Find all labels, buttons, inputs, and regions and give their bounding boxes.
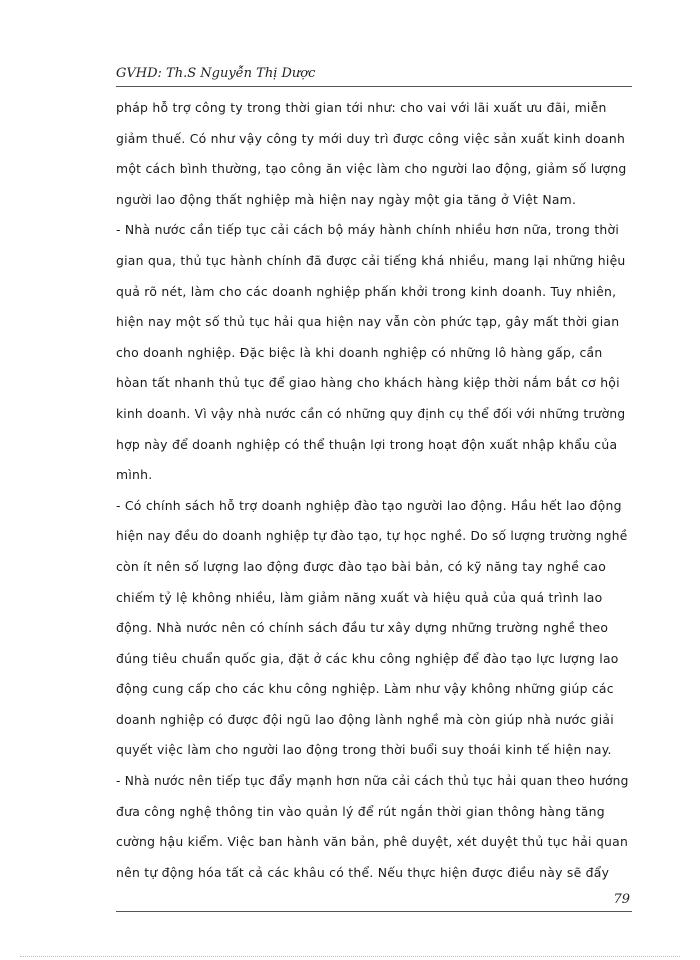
text-line: động cung cấp cho các khu công nghiệp. Làm như vậy không những giúp các xyxy=(116,681,614,697)
text-line: hòan tất nhanh thủ tục để giao hàng cho khách hàng kiệp thời nắm bắt cơ hội xyxy=(116,375,620,391)
text-line: gian qua, thủ tục hành chính đã được cải tiếng khá nhiều, mang lại những hiệu xyxy=(116,252,626,268)
text-line: động. Nhà nước nên có chính sách đầu tư xây dựng những trường nghề theo xyxy=(116,620,609,636)
text-line: - Nhà nước cần tiếp tục cải cách bộ máy hành chính nhiều hơn nữa, trong thời xyxy=(116,222,620,238)
body-text xyxy=(116,93,632,888)
text-line: đúng tiêu chuẩn quốc gia, đặt ở các khu công nghiệp để đào tạo lực lượng lao xyxy=(116,650,619,666)
page-bottom-edge xyxy=(20,956,680,957)
text-line: quyết việc làm cho người lao động trong thời buổi suy thoái kinh tế hiện nay. xyxy=(116,742,612,758)
text-line: một cách bình thường, tạo công ăn việc làm cho người lao động, giảm số lượng xyxy=(116,161,627,177)
text-line: chiếm tỷ lệ không nhiều, làm giảm năng xuất và hiệu quả của quá trình lao xyxy=(116,589,603,605)
footer-divider xyxy=(116,911,632,912)
header-divider xyxy=(116,86,632,87)
text-line: pháp hỗ trợ công ty trong thời gian tới như: cho vai với lãi xuất ưu đãi, miễn xyxy=(116,100,607,115)
text-line: hiện nay một số thủ tục hải qua hiện nay vẫn còn phức tạp, gây mất thời gian xyxy=(116,314,620,330)
text-line: người lao động thất nghiệp mà hiện nay ngày một gia tăng ở Việt Nam. xyxy=(116,191,577,207)
text-line: - Có chính sách hỗ trợ doanh nghiệp đào tạo người lao động. Hầu hết lao động xyxy=(116,497,622,513)
text-line: hiện nay đều do doanh nghiệp tự đào tạo, tự học nghề. Do số lượng trường nghề xyxy=(116,529,628,544)
page-number: 79 xyxy=(613,892,630,907)
text-line: cho doanh nghiệp. Đặc biệc là khi doanh nghiệp có những lô hàng gấp, cần xyxy=(116,344,603,360)
text-line: giảm thuế. Có như vậy công ty mới duy trì được công việc sản xuất kinh doanh xyxy=(116,130,626,146)
text-line: quả rõ nét, làm cho các doanh nghiệp phấn khởi trong kinh doanh. Tuy nhiên, xyxy=(116,283,617,299)
text-line: mình. xyxy=(116,467,153,483)
page-header: GVHD: Th.S Nguyễn Thị Dược xyxy=(116,66,316,81)
text-line: hợp này để doanh nghiệp có thể thuận lợi trong hoạt độn xuất nhập khẩu của xyxy=(116,436,618,452)
text-line: - Nhà nước nên tiếp tục đẩy mạnh hơn nữa cải cách thủ tục hải quan theo hướng xyxy=(116,774,629,789)
text-line: kinh doanh. Vì vậy nhà nước cần có những quy định cụ thể đối với những trường xyxy=(116,406,626,421)
text-line: nên tự động hóa tất cả các khâu có thể. Nếu thực hiện được điều này sẽ đẩy xyxy=(116,864,610,880)
text-line: còn ít nên số lượng lao động được đào tạo bài bản, có kỹ năng tay nghề cao xyxy=(116,558,607,574)
text-line: cường hậu kiểm. Việc ban hành văn bản, phê duyệt, xét duyệt thủ tục hải quan xyxy=(116,834,629,850)
text-line: doanh nghiệp có được đội ngũ lao động lành nghề mà còn giúp nhà nước giải xyxy=(116,711,614,727)
text-line: đưa công nghệ thông tin vào quản lý để rút ngắn thời gian thông hàng tăng xyxy=(116,803,605,819)
